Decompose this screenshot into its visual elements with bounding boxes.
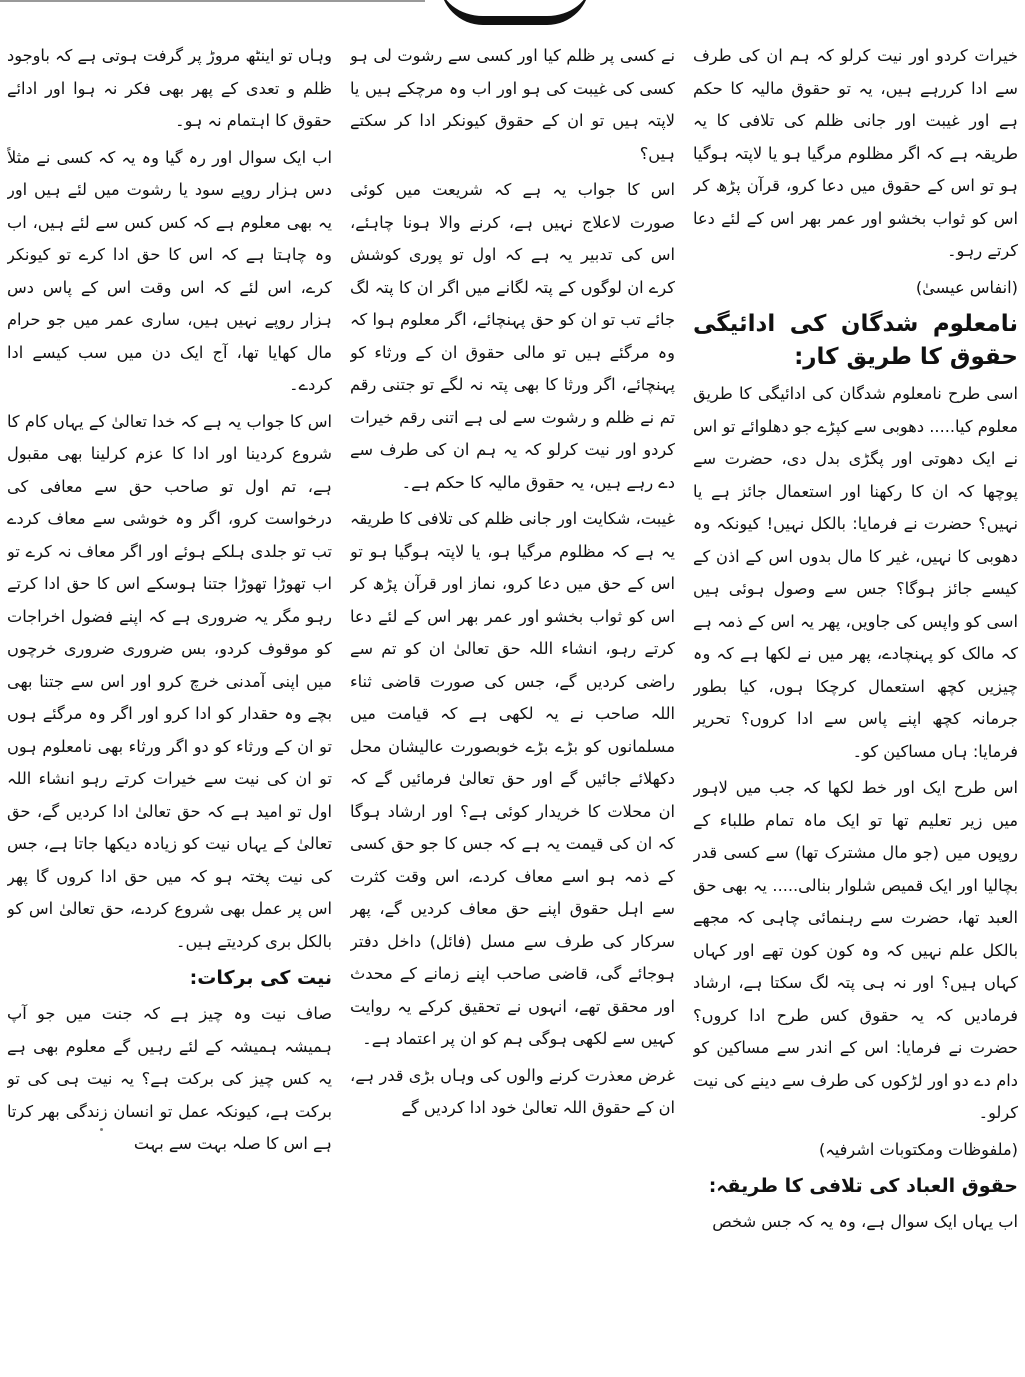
column-right [693, 40, 1018, 1370]
paragraph: غیبت، شکایت اور جانی ظلم کی تلافی کا طریقہ یہ ہے کہ مظلوم مرگیا ہو، یا لاپتہ ہوگیا ہو تو اس کے حق میں دعا کرو، نماز اور قرآن پڑھ کر اس کو ثواب بخشو اور عمر بھر اس کے لئے دعا کرتے رہو، انشاء اللہ حق تعالیٰ ان کو تم سے راضی کردیں گے، جس کی صورت قاضی ثناء اللہ صاحب نے یہ لکھی ہے کہ قیامت میں مسلمانوں کو بڑے بڑے خوبصورت عالیشان محل دکھلائے جائیں گے اور حق تعالیٰ فرمائیں گے کہ ان محلات کا خریدار کوئی ہے؟ اور ارشاد ہوگا کہ ان کی قیمت یہ ہے کہ جس کا جو حق کسی کے ذمہ ہو اسے معاف کردے، اس وقت کثرت سے اہل حقوق اپنے حق معاف کردیں گے، پھر سرکار کی طرف سے مسل (فائل) داخل دفتر ہوجائے گی، قاضی صاحب اپنے زمانے کے محدث اور محقق تھے، انہوں نے تحقیق کرکے یہ روایت کہیں سے لکھی ہوگی ہم کو ان پر اعتماد ہے۔ [350, 509, 675, 1048]
header-ornament [440, 0, 590, 25]
paragraph: غرض معذرت کرنے والوں کی وہاں بڑی قدر ہے، ان کے حقوق اللہ تعالیٰ خود ادا کردیں گے [350, 1065, 675, 1117]
article-page [6, 40, 1018, 1370]
paragraph: خیرات کردو اور نیت کرلو کہ ہم ان کی طرف سے ادا کررہے ہیں، یہ تو حقوق مالیہ کا حکم ہے اور غیبت اور جانی ظلم کی تلافی کا یہ طریقہ ہے کہ اگر مظلوم مرگیا ہو یا لاپتہ ہوگیا ہو تو اس کے حقوق میں دعا کرو، قرآن پڑھ کر اس کو ثواب بخشو اور عمر بھر اس کے لئے دعا کرتے رہو۔ [693, 46, 1018, 260]
column-middle [350, 40, 675, 1370]
column-left [7, 40, 332, 1370]
paragraph: اسی طرح نامعلوم شدگان کی ادائیگی کا طریق معلوم کیا..... دھوبی سے کپڑے جو دھلوائے تو اس نے ایک دھوتی اور پگڑی بدل دی، حضرت سے پوچھا کہ ان کا رکھنا اور استعمال جائز ہے یا نہیں؟ حضرت نے فرمایا: بالکل نہیں! کیونکہ وہ دھوبی کا نہیں، غیر کا مال بدوں اس کے اذن کے کیسے جائز ہوگا؟ جس سے وصول ہوئی ہیں اسی کو واپس کی جاویں، پھر یہ اس کے ذمہ ہے کہ مالک کو پہنچادے، پھر میں نے لکھا ہے کہ وہ چیزیں کچھ استعمال کرچکا ہوں، کیا بطور جرمانہ کچھ اپنے پاس سے ادا کروں؟ تحریر فرمایا: ہاں مساکین کو۔ [693, 384, 1018, 761]
subsection-heading: نیت کی برکات: [189, 967, 332, 989]
paragraph: اس طرح ایک اور خط لکھا کہ جب میں لاہور میں زیر تعلیم تھا تو ایک ماہ تمام طلباء کے روپوں میں (جو مال مشترک تھا) سے کسی قدر بچالیا اور ایک قمیص شلوار بنالی..... یہ بھی حق العبد تھا، حضرت سے رہنمائی چاہی کہ مجھے بالکل علم نہیں کہ وہ کون کون تھے اور کہاں کہاں ہیں؟ اور نہ ہی پتہ لگ سکتا ہے، ارشاد فرمادیں کہ یہ حقوق کس طرح ادا کروں؟ حضرت نے فرمایا: اس کے اندر سے مساکین کو دام دے دو اور لڑکوں کی طرف سے دینے کی نیت کرلو۔ [693, 778, 1018, 1122]
paragraph: اب یہاں ایک سوال ہے، وہ یہ کہ جس شخص [712, 1212, 1018, 1231]
paragraph: اب ایک سوال اور رہ گیا وہ یہ کہ کسی نے مثلاً دس ہزار روپے سود یا رشوت میں لئے ہیں اور یہ بھی معلوم ہے کہ کس کس سے لئے ہیں، اب وہ چاہتا ہے کہ اس کا حق ادا کرے تو کیونکر کرے، اس لئے کہ اس وقت اس کے پاس دس ہزار روپے نہیں ہیں، ساری عمر میں جو حرام مال کھایا تھا، آج ایک دن میں سب کیسے ادا کردے۔ [7, 147, 332, 394]
top-rule [0, 0, 425, 2]
paragraph: صاف نیت وہ چیز ہے کہ جنت میں جو آپ ہمیشہ ہمیشہ کے لئے رہیں گے معلوم بھی ہے یہ کس چیز کی برکت ہے؟ یہ نیت ہی کی تو برکت ہے، کیونکہ عمل تو انسان زندگی بھر کرتا ہے اس کا صلہ بہت سے بہت [7, 1004, 332, 1153]
source-citation: (انفاس عیسیٰ) [915, 277, 1018, 297]
section-heading: نامعلوم شدگان کی ادائیگی حقوق کا طریق کار: [693, 311, 1018, 370]
paragraph: اس کا جواب یہ ہے کہ شریعت میں کوئی صورت لاعلاج نہیں ہے، کرنے والا ہونا چاہئے، اس کی تدبیر یہ ہے کہ اول تو پوری کوشش کرے ان لوگوں کے پتہ لگانے میں اگر ان کا پتہ لگ جائے تب تو ان کو حق پہنچائے، اگر معلوم ہوا کہ وہ مرگئے ہیں تو مالی حقوق ان کے ورثاء کو پہنچائے، اگر ورثا کا بھی پتہ نہ لگے تو جتنی رقم تم نے ظلم و رشوت سے لی ہے اتنی رقم خیرات کردو اور نیت کرلو کہ یہ ہم ان کی طرف سے دے رہے ہیں، یہ حقوق مالیہ کا حکم ہے۔ [350, 180, 675, 492]
subsection-heading: حقوق العباد کی تلافی کا طریقہ: [708, 1175, 1018, 1197]
paragraph: وہاں تو اینٹھ مروڑ پر گرفت ہوتی ہے کہ باوجود ظلم و تعدی کے پھر بھی فکر نہ ہوا اور ادائے حقوق کا اہتمام نہ ہو۔ [7, 46, 332, 130]
paragraph: اس کا جواب یہ ہے کہ خدا تعالیٰ کے یہاں کام کا شروع کردینا اور ادا کا عزم کرلینا بھی مقبول ہے، تم اول تو صاحب حق سے معافی کی درخواست کرو، اگر وہ خوشی سے معاف کردے تب تو جلدی ہلکے ہوئے اور اگر معاف نہ کرے تو اب تھوڑا تھوڑا جتنا ہوسکے اس کا حق ادا کرتے رہو مگر یہ ضروری ہے کہ اپنے فضول اخراجات کو موقوف کردو، بس ضروری ضروری خرچوں میں اپنی آمدنی خرچ کرو اور اس سے جتنا بھی بچے وہ حقدار کو ادا کرو اور اگر وہ مرگئے ہوں تو ان کے ورثاء کو دو اگر ورثاء بھی نامعلوم ہوں تو ان کی نیت سے خیرات کرتے رہو انشاء اللہ اول تو امید ہے کہ حق تعالیٰ ادا کردیں گے، حق تعالیٰ کے یہاں نیت کو زیادہ دیکھا جاتا ہے، جس کی نیت پختہ ہو کہ میں حق ادا کروں گا پھر اس پر عمل بھی شروع کردے، حق تعالیٰ اس کو بالکل بری کردیتے ہیں۔ [7, 411, 332, 951]
source-citation: (ملفوظات ومکتوبات اشرفیہ) [818, 1139, 1018, 1159]
paragraph: نے کسی پر ظلم کیا اور کسی سے رشوت لی ہو کسی کی غیبت کی ہو اور اب وہ مرچکے ہیں یا لاپتہ ہیں تو ان کے حقوق کیونکر ادا کر سکتے ہیں؟ [350, 46, 675, 163]
stray-dot [100, 1128, 103, 1131]
